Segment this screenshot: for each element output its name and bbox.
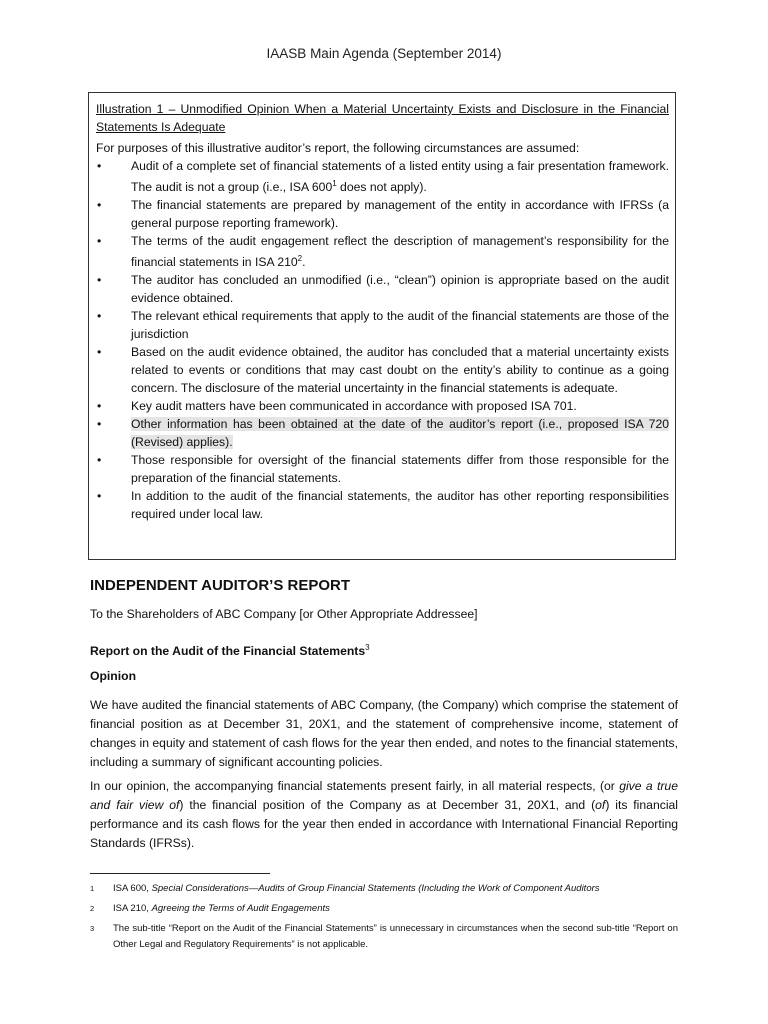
circumstance-text: Based on the audit evidence obtained, the auditor has concluded that a material uncertainty exists related to events or conditions that may cast doubt on the entity’s ability to continue as a going concern. The disclosure of the material uncertainty in the financial statements is adequate. [131,345,669,396]
circumstance-item [96,232,669,271]
opinion-paragraph-2 [90,777,678,853]
bullet-icon: • [97,453,102,468]
bullet-icon: • [97,159,102,173]
circumstances-list [96,157,669,523]
footnote-number: 1 [90,884,95,893]
footnote-ref: 2 [297,254,303,264]
footnote [90,881,678,897]
circumstance-text: The relevant ethical requirements that apply to the audit of the financial statements are those of the jurisdiction [131,309,669,342]
circumstance-item [96,451,669,487]
report-subheading [90,643,370,658]
para2-italic-2: of [595,798,606,812]
footnote [90,901,678,917]
subheading-text: Report on the Audit of the Financial Statements [90,644,366,659]
circumstance-item [96,415,669,451]
para2-part-1: In our opinion, the accompanying financial statements present fairly, in all material respects, (or [90,779,620,793]
report-heading: INDEPENDENT AUDITOR’S REPORT [90,577,351,594]
bullet-icon: • [97,345,102,360]
opinion-paragraph-1: We have audited the financial statements of ABC Company, (the Company) which comprise the statement of financial position as at December 31, 20X1, and the statement of comprehensive income, statement of changes in equity and statement of cash flows for the year then ended, and notes to the financial statements, including a summary of significant accounting policies. [90,698,678,769]
illustration-intro: For purposes of this illustrative auditor’s report, the following circumstances are assumed: [96,141,580,155]
footnote-text: ISA 600, [113,883,152,894]
circumstance-text: Other information has been obtained at the date of the auditor’s report (i.e., proposed ISA 720 (Revised) applies). [131,417,669,450]
footnote-separator [90,873,270,874]
circumstance-text: In addition to the audit of the financial statements, the auditor has other reporting responsibilities required under local law. [131,489,669,522]
circumstance-text: Those responsible for oversight of the financial statements differ from those responsible for the preparation of the financial statements. [131,453,669,486]
footnote-text: ISA 210, [113,903,152,914]
page-header: IAASB Main Agenda (September 2014) [266,46,502,61]
para2-part-2: ) the financial position of the Company as at December 31, 20X1, and ( [179,798,596,812]
bullet-icon: • [97,198,102,213]
circumstance-item [96,343,669,397]
circumstance-item [96,487,669,523]
footnotes [90,881,678,957]
bullet-icon: • [97,489,102,504]
footnote-title: Agreeing the Terms of Audit Engagements [151,903,330,914]
circumstance-item [96,196,669,232]
illustration-title: Illustration 1 – Unmodified Opinion When a Material Uncertainty Exists and Disclosure in the Financial Statements Is Adequate [96,102,669,134]
circumstance-item [96,397,669,415]
bullet-icon: • [97,417,102,432]
circumstance-text: The auditor has concluded an unmodified (i.e., “clean”) opinion is appropriate based on the audit evidence obtained. [131,273,669,306]
para2-italic-1: give a true and fair view of [90,779,678,812]
bullet-icon: • [97,273,102,288]
circumstance-text-tail: . [302,255,306,270]
footnote-number: 2 [90,904,95,913]
circumstance-item [96,307,669,343]
footnote-title: Special Considerations—Audits of Group Financial Statements (Including the Work of Component Auditors [151,883,600,894]
circumstance-text: Audit of a complete set of financial statements of a listed entity using a fair presentation framework. The audit is not a group (i.e., ISA 600 [131,159,669,195]
circumstance-text: The terms of the audit engagement reflect the description of management’s responsibility for the financial statements in ISA 210 [131,234,669,270]
circumstance-text: The financial statements are prepared by management of the entity in accordance with IFRSs (a general purpose reporting framework). [131,198,669,231]
opinion-heading: Opinion [90,669,137,683]
circumstance-item [96,157,669,196]
footnote-text: The sub-title “Report on the Audit of the Financial Statements” is unnecessary in circumstances when the second sub-title “Report on Other Legal and Regulatory Requirements” is not applicable. [113,923,678,950]
report-addressee: To the Shareholders of ABC Company [or Other Appropriate Addressee] [90,607,478,621]
bullet-icon: • [97,234,102,249]
para2-part-3: ) its financial performance and its cash flows for the year then ended in accordance with International Financial Reporting Standards (IFRSs). [90,798,679,850]
circumstance-text: Key audit matters have been communicated in accordance with proposed ISA 701. [131,399,577,414]
illustration-box [88,92,676,560]
footnote-ref: 1 [332,179,337,188]
footnote [90,921,678,953]
bullet-icon: • [97,309,102,324]
circumstance-item [96,271,669,307]
footnote-number: 3 [90,924,95,933]
subheading-footnote-ref: 3 [365,643,370,652]
bullet-icon: • [97,399,102,414]
circumstance-text-tail: does not apply). [336,180,427,195]
